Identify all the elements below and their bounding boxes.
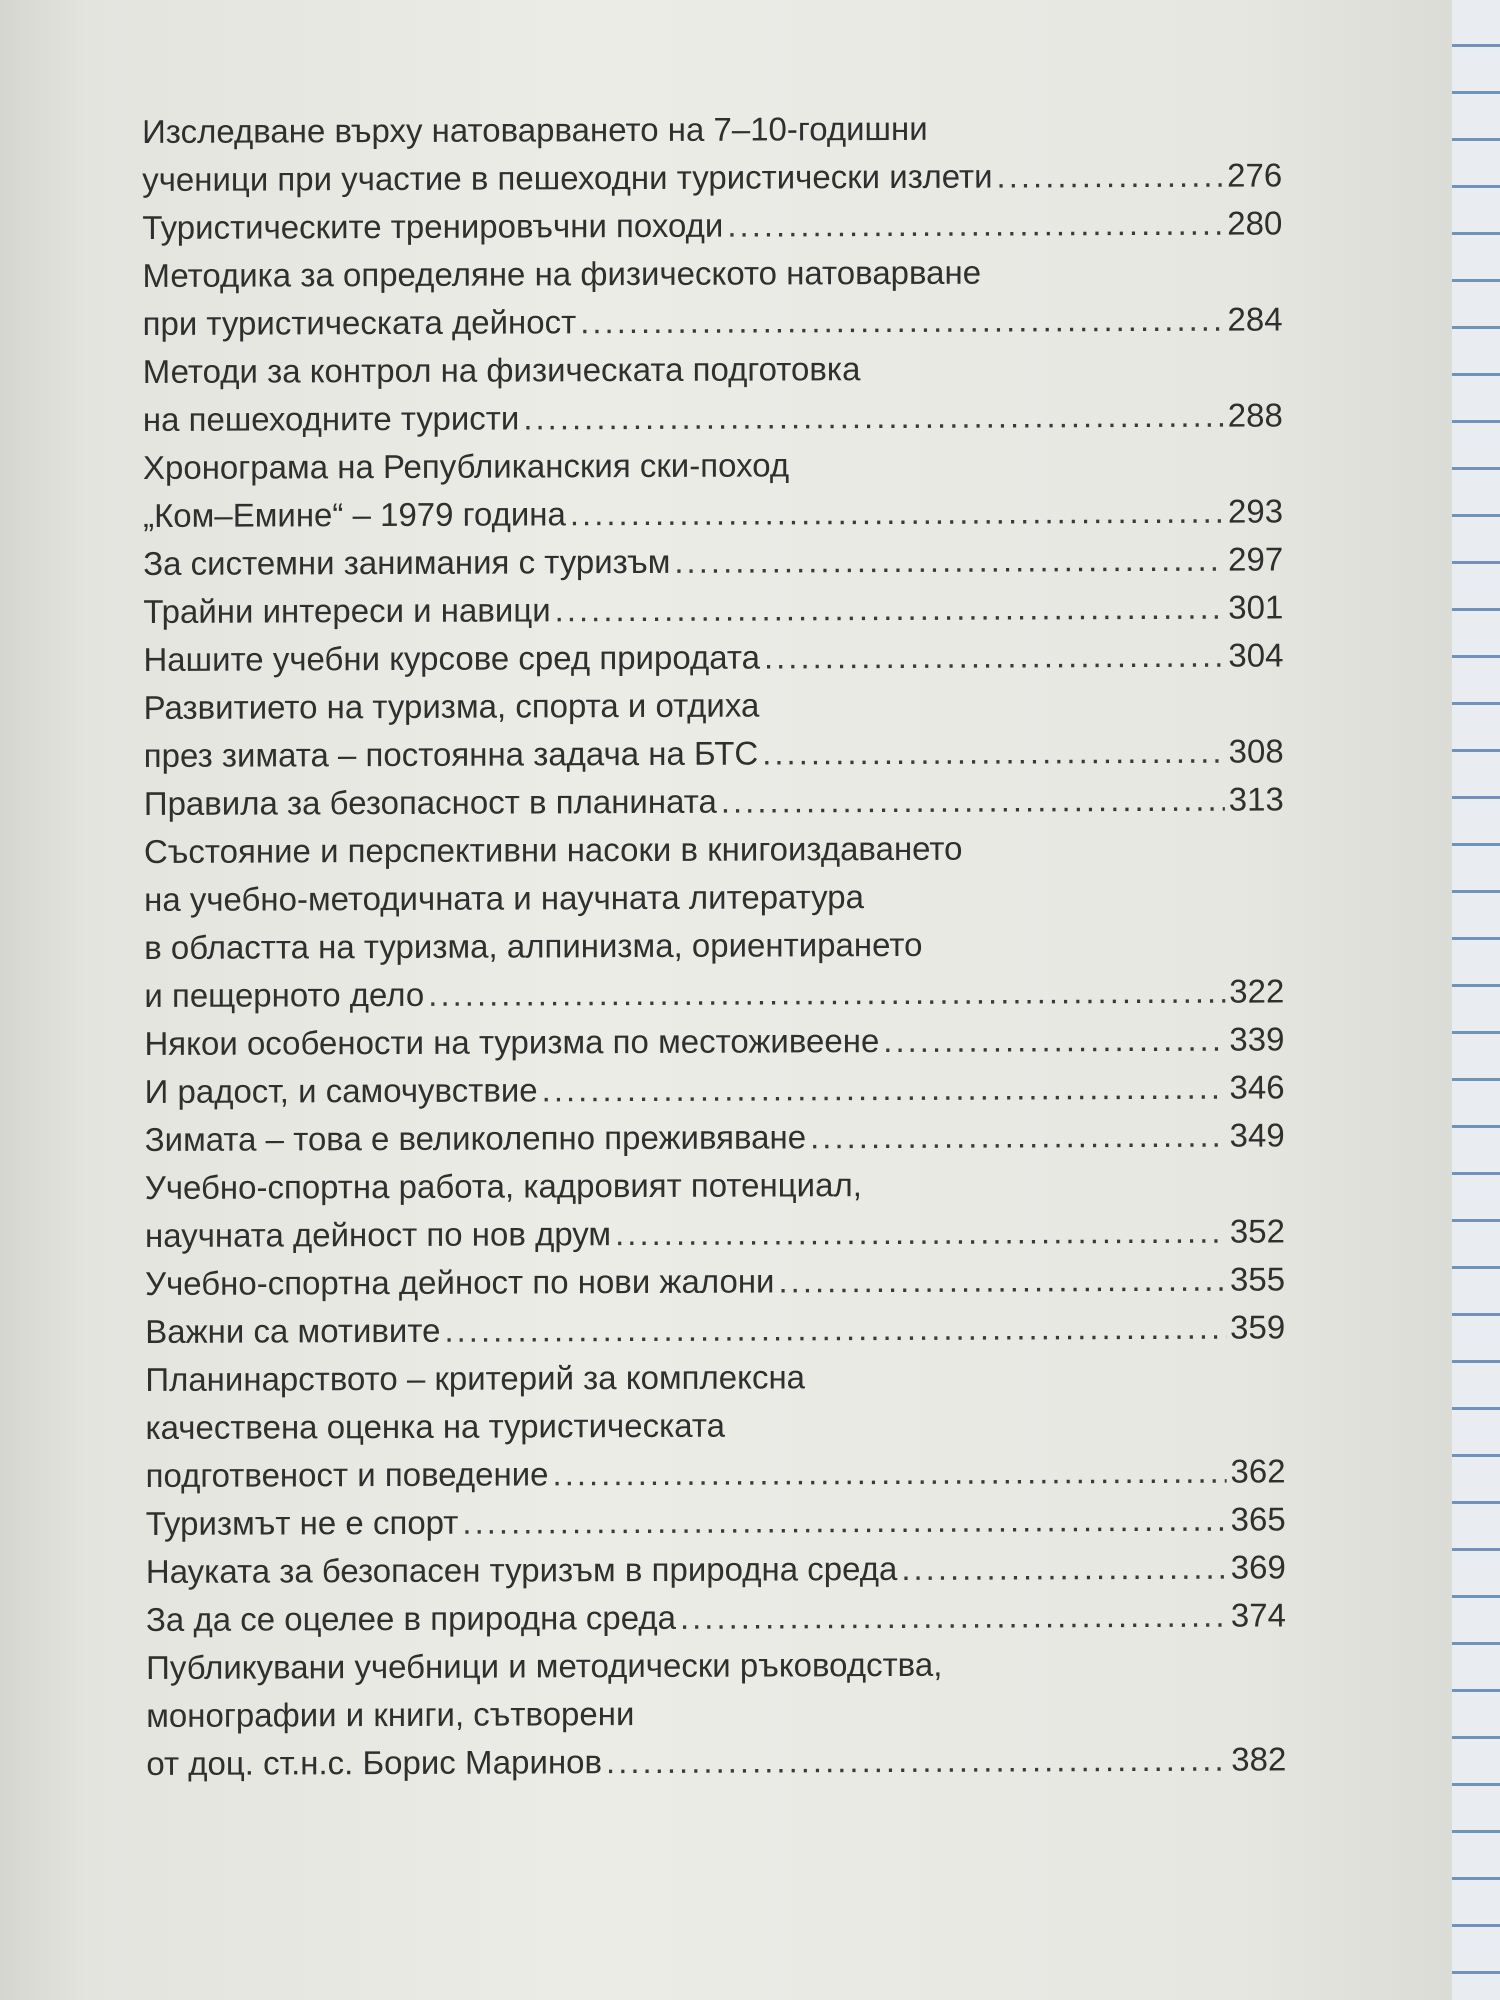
toc-entry-title-line: Изследване върху натоварването на 7–10-годишни <box>142 109 928 150</box>
toc-entry-last-line <box>143 391 1283 444</box>
dot-leader <box>883 1016 1225 1065</box>
toc-entry-last-line <box>144 727 1284 780</box>
toc-entry-title-line: научната дейност по нов друм <box>144 1215 612 1254</box>
page-number: 362 <box>1230 1452 1286 1490</box>
toc-entry-last-line <box>146 1495 1286 1548</box>
dot-leader <box>555 584 1225 635</box>
page-number: 355 <box>1229 1260 1286 1298</box>
toc-entry <box>143 631 1283 684</box>
lined-paper-edge <box>1452 0 1500 2000</box>
dot-leader <box>727 200 1223 250</box>
toc-entry-last-line <box>142 151 1282 204</box>
page-number: 313 <box>1228 780 1284 818</box>
toc-entry-last-line <box>143 295 1283 348</box>
toc-entry-title-line: Науката за безопасен туризъм в природна среда <box>145 1549 898 1590</box>
toc-entry-title-line: За да се оцелее в природна среда <box>145 1598 676 1638</box>
dot-leader <box>462 1496 1226 1547</box>
toc-entry-title-line: Учебно-спортна дейност по нови жалони <box>145 1262 775 1302</box>
toc-entry-title-line: Планинарството – критерий за комплексна <box>145 1358 806 1398</box>
toc-entry-title-line: Нашите учебни курсове сред природата <box>143 638 760 678</box>
toc-entry-title-line: Зимата – това е великолепно преживяване <box>144 1118 807 1158</box>
toc-entry-title-line: И радост, и самочувствие <box>144 1071 538 1110</box>
toc-entry-title-line: За системни занимания с туризъм <box>143 542 671 582</box>
toc-entry-title-line: ученици при участие в пешеходни туристически излети <box>142 157 993 198</box>
page-number: 365 <box>1230 1500 1286 1538</box>
toc-entry <box>145 1303 1285 1356</box>
toc-entry <box>143 535 1283 588</box>
toc-entry-title-line: Трайни интереси и навици <box>143 591 551 630</box>
toc-entry <box>145 1255 1285 1308</box>
page-number: 369 <box>1230 1548 1286 1586</box>
toc-entry <box>143 343 1283 444</box>
toc-entry-title-line: монографии и книги, сътворени <box>146 1695 635 1734</box>
toc-entry-title-line: Хронограма на Републиканския ски-поход <box>142 446 790 486</box>
toc-entry-title-line: Учебно-спортна работа, кадровият потенциал, <box>144 1166 862 1206</box>
toc-entry-last-line <box>143 487 1283 540</box>
page-number: 288 <box>1227 396 1283 434</box>
toc-entry-last-line <box>146 1543 1286 1596</box>
page-number: 284 <box>1227 300 1283 338</box>
toc-entry-title-line: при туристическата дейност <box>142 303 577 342</box>
toc-entry <box>144 775 1284 828</box>
toc-entry-title-line: през зимата – постоянна задача на БТС <box>143 734 759 774</box>
toc-entry-title-line: Правила за безопасност в планината <box>143 782 717 822</box>
dot-leader <box>580 296 1223 347</box>
dot-leader <box>810 1112 1226 1162</box>
toc-entry-title-line: на учебно-методичната и научната литература <box>144 878 865 918</box>
toc-entry-title-line: в областта на туризма, алпинизма, ориентирането <box>144 925 923 966</box>
toc-entry-title-line: Важни са мотивите <box>145 1311 441 1350</box>
page-number: 280 <box>1227 204 1283 242</box>
page-number: 382 <box>1231 1740 1287 1778</box>
toc-entry-title-line: Развитието на туризма, спорта и отдиха <box>143 686 760 726</box>
toc-entry-last-line <box>146 1591 1286 1644</box>
toc-entry-last-line <box>145 1111 1285 1164</box>
dot-leader <box>542 1064 1226 1115</box>
page-number: 346 <box>1229 1068 1285 1106</box>
toc-entry <box>145 1063 1285 1116</box>
dot-leader <box>674 536 1224 586</box>
page-number: 339 <box>1229 1020 1285 1058</box>
toc-entry-last-line <box>143 631 1283 684</box>
dot-leader <box>764 632 1225 682</box>
toc-entry-last-line <box>146 1735 1286 1788</box>
page-number: 301 <box>1228 588 1284 626</box>
toc-entry-title-line: Туризмът не е спорт <box>145 1503 459 1542</box>
toc-entry <box>144 823 1284 1020</box>
toc-entry <box>144 1015 1284 1068</box>
toc-entry-title-line: Публикувани учебници и методически ръководства, <box>146 1645 943 1686</box>
dot-leader <box>606 1736 1227 1786</box>
page-number: 304 <box>1228 636 1284 674</box>
toc-entry-title-line: „Ком–Емине“ – 1979 година <box>143 495 566 534</box>
page-number: 359 <box>1230 1308 1286 1346</box>
toc-entry <box>146 1543 1286 1596</box>
dot-leader <box>901 1544 1227 1593</box>
toc-entry <box>142 247 1282 348</box>
toc-entry <box>146 1495 1286 1548</box>
toc-entry <box>145 1159 1285 1260</box>
toc-entry-last-line <box>144 775 1284 828</box>
dot-leader <box>762 728 1225 778</box>
dot-leader <box>428 968 1225 1019</box>
toc-entry-last-line <box>144 1015 1284 1068</box>
dot-leader <box>444 1304 1226 1355</box>
toc-entry-title-line: Методи за контрол на физическата подготовка <box>142 350 861 390</box>
toc-entry-title-line: на пешеходните туристи <box>142 399 520 438</box>
toc-entry-last-line <box>143 535 1283 588</box>
toc-entry-last-line <box>144 967 1284 1020</box>
page-number: 374 <box>1230 1596 1287 1634</box>
dot-leader <box>523 392 1224 443</box>
toc-entry <box>146 1639 1286 1788</box>
dot-leader <box>552 1448 1226 1499</box>
toc-entry-title-line: и пещерното дело <box>144 975 425 1014</box>
toc-entry <box>146 1591 1286 1644</box>
toc-entry-title-line: Туристическите тренировъчни походи <box>142 206 724 246</box>
toc-entry-title-line: качествена оценка на туристическата <box>145 1406 725 1446</box>
dot-leader <box>615 1208 1226 1258</box>
toc-entry-title-line: подготвеност и поведение <box>145 1455 549 1494</box>
toc-entry-title-line: Методика за определяне на физическото натоварване <box>142 253 982 294</box>
toc-entry <box>145 1111 1285 1164</box>
page-number: 352 <box>1229 1212 1285 1250</box>
toc-entry <box>144 679 1284 780</box>
toc-entry <box>142 103 1282 204</box>
page-number: 322 <box>1229 972 1285 1010</box>
dot-leader <box>721 776 1225 826</box>
dot-leader <box>570 488 1224 539</box>
toc-entry-last-line <box>145 1207 1285 1260</box>
toc-entry-title-line: Състояние и перспективни насоки в книгоиздаването <box>143 829 963 870</box>
toc-entry-last-line <box>146 1447 1286 1500</box>
toc-entry-last-line <box>145 1255 1285 1308</box>
dot-leader <box>778 1256 1226 1306</box>
toc-entry <box>142 199 1282 252</box>
page-number: 349 <box>1229 1116 1285 1154</box>
toc-entry <box>143 439 1283 540</box>
page-number: 308 <box>1228 732 1284 770</box>
toc-entry-title-line: Някои особености на туризма по местоживеене <box>144 1022 880 1062</box>
toc-entry <box>143 583 1283 636</box>
toc-entry-last-line <box>142 199 1282 252</box>
dot-leader <box>680 1592 1227 1642</box>
toc-entry-last-line <box>145 1063 1285 1116</box>
toc-entry-last-line <box>145 1303 1285 1356</box>
table-of-contents <box>142 103 1286 1788</box>
dot-leader <box>996 152 1223 201</box>
toc-entry-title-line: от доц. ст.н.с. Борис Маринов <box>146 1743 603 1782</box>
page-number: 293 <box>1227 492 1284 530</box>
page-number: 297 <box>1228 540 1284 578</box>
toc-entry <box>145 1351 1285 1500</box>
page-number: 276 <box>1227 156 1283 194</box>
toc-entry-last-line <box>143 583 1283 636</box>
